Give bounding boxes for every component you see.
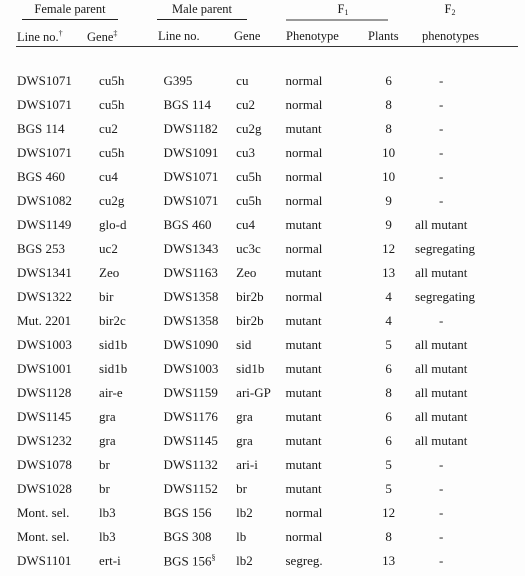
female-gene-cell: gra	[99, 433, 116, 448]
col-header-phenotype: Phenotype	[286, 29, 339, 43]
female-gene-cell: lb3	[99, 529, 116, 544]
table-row	[0, 117, 525, 141]
male-line-cell: DWS1182	[163, 121, 218, 136]
female-gene-cell: cu2	[99, 121, 118, 136]
male-line-cell: DWS1343	[163, 241, 219, 256]
female-gene-cell: bir2c	[99, 313, 126, 328]
table-row	[0, 477, 525, 501]
male-line-cell: BGS 308	[163, 529, 212, 544]
f2-phenotype-cell: -	[439, 553, 444, 568]
female-gene-cell: cu2g	[99, 193, 125, 208]
male-gene-cell: cu	[236, 73, 249, 88]
male-line-cell: BGS 156§	[163, 552, 216, 569]
female-gene-cell: ert-i	[99, 553, 121, 568]
female-line-cell: BGS 460	[17, 169, 66, 184]
female-gene-cell: br	[99, 481, 110, 496]
plants-cell: 9	[385, 217, 392, 232]
phenotype-cell: normal	[285, 193, 323, 208]
female-line-cell: DWS1028	[17, 481, 72, 496]
table-row	[0, 69, 525, 93]
f2-phenotype-cell: all mutant	[415, 265, 468, 280]
male-gene-cell: Zeo	[236, 265, 257, 280]
f2-phenotype-cell: -	[439, 505, 444, 520]
female-gene-cell: cu5h	[99, 145, 125, 160]
f1-label: $F_1$	[337, 2, 349, 17]
male-line-cell: BGS 460	[163, 217, 212, 232]
table-row	[0, 381, 525, 405]
male-parent-label: Male parent	[171, 2, 233, 16]
plants-cell: 8	[385, 385, 392, 400]
f2-phenotype-cell: all mutant	[415, 433, 468, 448]
table-row	[0, 333, 525, 357]
female-gene-cell: cu4	[99, 169, 118, 184]
f2-phenotype-cell: all mutant	[415, 409, 468, 424]
male-gene-cell: cu5h	[236, 169, 262, 184]
male-gene-cell: cu3	[236, 145, 255, 160]
female-gene-cell: bir	[99, 289, 114, 304]
phenotype-cell: mutant	[285, 457, 322, 472]
male-line-cell: DWS1090	[163, 337, 219, 352]
female-gene-cell: lb3	[99, 505, 116, 520]
female-parent-rule	[22, 19, 118, 20]
phenotype-cell: normal	[285, 145, 323, 160]
male-gene-cell: gra	[236, 433, 253, 448]
male-line-cell: DWS1152	[163, 481, 218, 496]
f2-phenotype-cell: -	[439, 121, 444, 136]
female-line-cell: Mont. sel.	[17, 529, 70, 544]
plants-cell: 12	[382, 241, 396, 256]
male-line-cell: DWS1091	[163, 145, 219, 160]
phenotype-cell: normal	[285, 505, 323, 520]
phenotype-cell: mutant	[285, 481, 322, 496]
male-gene-cell: br	[236, 481, 248, 496]
f2-phenotype-cell: -	[439, 73, 444, 88]
female-gene-cell: glo-d	[99, 217, 127, 232]
f2-phenotype-cell: segregating	[415, 241, 475, 256]
phenotype-cell: normal	[285, 241, 323, 256]
phenotype-cell: mutant	[285, 265, 322, 280]
female-gene-cell: gra	[99, 409, 116, 424]
phenotype-cell: mutant	[285, 385, 322, 400]
female-gene-cell: Zeo	[99, 265, 120, 280]
phenotype-cell: segreg.	[285, 553, 323, 568]
female-parent-group-heading	[22, 2, 118, 20]
female-line-cell: DWS1341	[17, 265, 72, 280]
plants-cell: 8	[385, 97, 392, 112]
male-gene-cell: cu2g	[236, 121, 262, 136]
male-gene-cell: lb2	[236, 553, 253, 568]
female-line-cell: DWS1101	[17, 553, 72, 568]
plants-cell: 12	[382, 505, 396, 520]
female-line-cell: DWS1082	[17, 193, 72, 208]
plants-cell: 13	[382, 265, 396, 280]
plants-cell: 6	[385, 361, 392, 376]
plants-cell: 10	[382, 169, 396, 184]
f1-group-heading	[286, 2, 388, 21]
female-gene-cell: uc2	[99, 241, 118, 256]
col-header-f2-phenotypes: phenotypes	[422, 29, 479, 43]
female-line-cell: DWS1232	[17, 433, 72, 448]
table-row	[0, 357, 525, 381]
female-gene-cell: sid1b	[99, 337, 128, 352]
male-gene-cell: lb2	[236, 505, 253, 520]
table-row	[0, 309, 525, 333]
plants-cell: 5	[385, 481, 392, 496]
table-row	[0, 285, 525, 309]
female-gene-cell: cu5h	[99, 97, 125, 112]
male-line-cell: DWS1358	[163, 289, 219, 304]
table-row	[0, 93, 525, 117]
female-line-cell: Mut. 2201	[17, 313, 72, 328]
f2-phenotype-cell: segregating	[415, 289, 475, 304]
female-parent-label: Female parent	[34, 2, 106, 16]
phenotype-cell: normal	[285, 529, 323, 544]
f1-rule	[286, 19, 388, 21]
f2-phenotype-cell: all mutant	[415, 217, 468, 232]
male-line-cell: DWS1071	[163, 193, 219, 208]
plants-cell: 4	[385, 289, 392, 304]
male-gene-cell: uc3c	[236, 241, 261, 256]
male-line-cell: DWS1163	[163, 265, 218, 280]
female-gene-cell: air-e	[99, 385, 123, 400]
male-line-cell: BGS 114	[163, 97, 211, 112]
male-line-cell: DWS1132	[163, 457, 218, 472]
phenotype-cell: normal	[285, 97, 323, 112]
phenotype-cell: mutant	[285, 337, 322, 352]
table-row	[0, 525, 525, 549]
female-line-cell: BGS 253	[17, 241, 66, 256]
f2-phenotype-cell: all mutant	[415, 337, 468, 352]
f2-phenotype-cell: all mutant	[415, 361, 468, 376]
male-parent-rule	[157, 19, 247, 20]
male-gene-cell: cu4	[236, 217, 255, 232]
male-line-cell: DWS1145	[163, 433, 218, 448]
plants-cell: 6	[385, 73, 392, 88]
phenotype-cell: mutant	[285, 313, 322, 328]
col-header-female-gene: Gene‡	[87, 29, 118, 45]
male-gene-cell: bir2b	[236, 313, 264, 328]
table-row	[0, 501, 525, 525]
plants-cell: 5	[385, 457, 392, 472]
f2-phenotype-cell: all mutant	[415, 385, 468, 400]
cross-results-table	[0, 69, 525, 573]
male-line-cell: DWS1159	[163, 385, 218, 400]
f2-group-heading	[420, 2, 480, 17]
phenotype-cell: mutant	[285, 409, 322, 424]
female-line-cell: DWS1145	[17, 409, 72, 424]
table-row	[0, 429, 525, 453]
female-gene-cell: cu5h	[99, 73, 125, 88]
plants-cell: 13	[382, 553, 396, 568]
col-header-male-gene: Gene	[234, 29, 261, 43]
phenotype-cell: mutant	[285, 121, 322, 136]
col-header-female-line-no: Line no.†	[17, 29, 63, 45]
table-row	[0, 213, 525, 237]
plants-cell: 9	[385, 193, 392, 208]
plants-cell: 10	[382, 145, 396, 160]
f2-phenotype-cell: -	[439, 457, 444, 472]
header-rule	[16, 46, 518, 47]
male-gene-cell: gra	[236, 409, 253, 424]
female-line-cell: DWS1003	[17, 337, 72, 352]
male-gene-cell: cu5h	[236, 193, 262, 208]
female-line-cell: DWS1128	[17, 385, 72, 400]
female-line-cell: DWS1078	[17, 457, 72, 472]
male-line-cell: DWS1071	[163, 169, 219, 184]
female-line-cell: DWS1322	[17, 289, 72, 304]
f2-phenotype-cell: -	[439, 193, 444, 208]
table-row	[0, 453, 525, 477]
table-body	[0, 69, 525, 573]
table-row	[0, 261, 525, 285]
phenotype-cell: normal	[285, 169, 323, 184]
female-line-cell: DWS1071	[17, 97, 72, 112]
f2-phenotype-cell: -	[439, 145, 444, 160]
col-header-plants: Plants	[368, 29, 399, 43]
phenotype-cell: normal	[285, 73, 323, 88]
table-row	[0, 189, 525, 213]
plants-cell: 8	[385, 529, 392, 544]
phenotype-cell: mutant	[285, 433, 322, 448]
female-line-cell: DWS1001	[17, 361, 72, 376]
female-line-cell: DWS1071	[17, 145, 72, 160]
male-gene-cell: cu2	[236, 97, 255, 112]
phenotype-cell: normal	[285, 289, 323, 304]
male-parent-group-heading	[157, 2, 247, 20]
male-line-cell: DWS1003	[163, 361, 219, 376]
plants-cell: 6	[385, 433, 392, 448]
female-line-cell: Mont. sel.	[17, 505, 70, 520]
table-row	[0, 405, 525, 429]
female-line-cell: BGS 114	[17, 121, 65, 136]
f2-phenotype-cell: -	[439, 481, 444, 496]
f2-label: $F_2$	[444, 2, 456, 17]
male-line-cell: DWS1358	[163, 313, 219, 328]
plants-cell: 8	[385, 121, 392, 136]
female-gene-cell: br	[99, 457, 110, 472]
table-row	[0, 549, 525, 573]
male-line-cell: BGS 156	[163, 505, 212, 520]
f2-phenotype-cell: -	[439, 529, 444, 544]
male-gene-cell: sid	[236, 337, 252, 352]
f2-phenotype-cell: -	[439, 313, 444, 328]
male-gene-cell: ari-i	[236, 457, 258, 472]
phenotype-cell: mutant	[285, 361, 322, 376]
female-gene-cell: sid1b	[99, 361, 128, 376]
male-gene-cell: bir2b	[236, 289, 264, 304]
table-row	[0, 165, 525, 189]
phenotype-cell: mutant	[285, 217, 322, 232]
male-line-cell: DWS1176	[163, 409, 218, 424]
male-line-cell: G395	[163, 73, 193, 88]
male-gene-cell: ari-GP	[236, 385, 271, 400]
table-row	[0, 237, 525, 261]
table-row	[0, 141, 525, 165]
plants-cell: 5	[385, 337, 392, 352]
plants-cell: 4	[385, 313, 392, 328]
f2-phenotype-cell: -	[439, 169, 444, 184]
female-line-cell: DWS1149	[17, 217, 72, 232]
male-gene-cell: sid1b	[236, 361, 265, 376]
col-header-male-line-no: Line no.	[158, 29, 200, 43]
plants-cell: 6	[385, 409, 392, 424]
f2-phenotype-cell: -	[439, 97, 444, 112]
female-line-cell: DWS1071	[17, 73, 72, 88]
male-gene-cell: lb	[236, 529, 247, 544]
